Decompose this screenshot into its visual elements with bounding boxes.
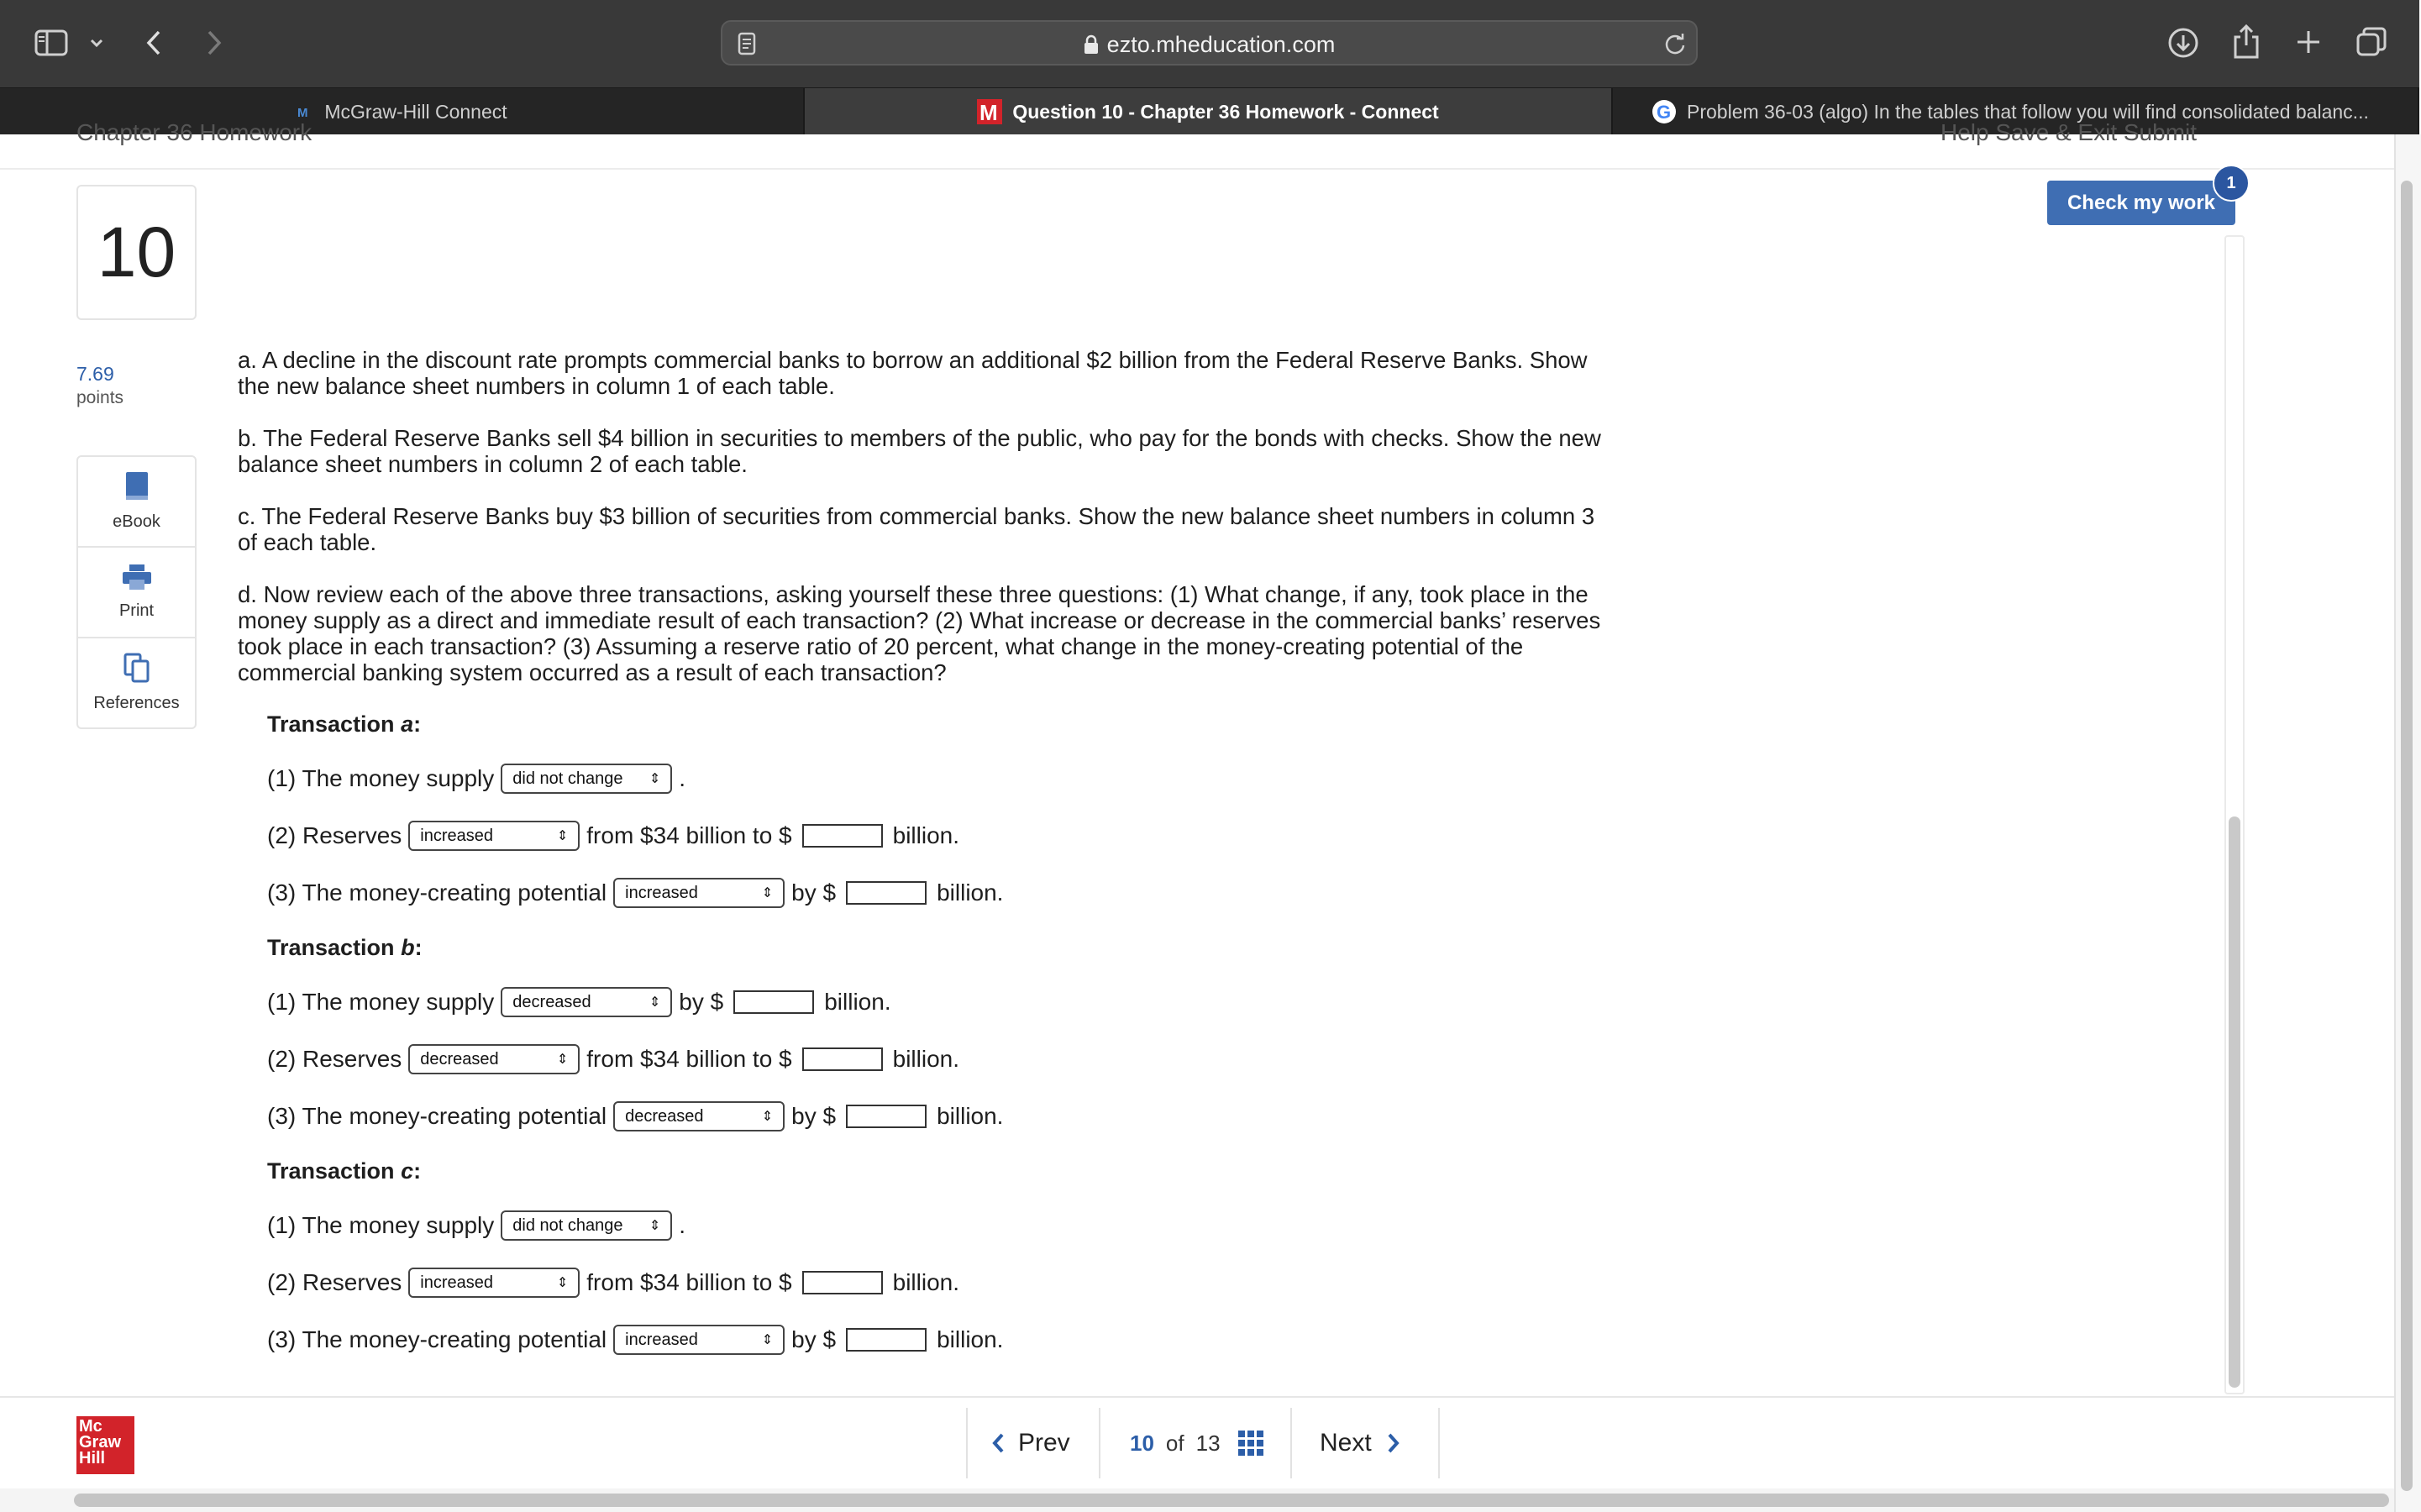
transaction-a-money-row: (1) The money supply did not change ⇕ . (267, 760, 692, 797)
updown-arrow-icon: ⇕ (761, 886, 774, 900)
reserves-select-c[interactable]: increased ⇕ (408, 1268, 580, 1298)
footer-divider (1099, 1408, 1100, 1478)
header-actions: Help Save & Exit Submit (1940, 119, 2198, 145)
transaction-c-money-row: (1) The money supply did not change ⇕ . (267, 1207, 692, 1244)
updown-arrow-icon: ⇕ (556, 1276, 569, 1290)
references-button[interactable]: References (78, 638, 195, 727)
grid-icon[interactable] (1237, 1430, 1264, 1457)
prompt-part-a: a. A decline in the discount rate prompts commercial banks to borrow an additional $2 billion from the Federal Reserve Banks. Show the new balance sheet numbers in column 1 of each table. (238, 347, 1588, 399)
question-number: 10 (76, 185, 197, 320)
question-page (0, 119, 2394, 1512)
footer-divider (1438, 1408, 1440, 1478)
svg-text:M: M (297, 106, 308, 120)
reserves-input-a[interactable] (802, 824, 883, 848)
chevron-left-icon (991, 1432, 1005, 1454)
prev-button[interactable]: Prev (991, 1398, 1070, 1488)
reload-icon[interactable] (1662, 31, 1688, 58)
reserves-input-b[interactable] (802, 1047, 883, 1071)
updown-arrow-icon: ⇕ (649, 995, 661, 1010)
transaction-c-title: Transaction c: (267, 1158, 422, 1184)
url-text (722, 32, 1696, 60)
money-supply-select-b[interactable]: decreased ⇕ (501, 987, 672, 1017)
reserves-select-a[interactable]: increased ⇕ (408, 821, 580, 851)
download-icon[interactable] (2166, 25, 2201, 60)
next-button[interactable]: Next (1320, 1398, 1400, 1488)
copy-pages-icon (123, 653, 150, 687)
updown-arrow-icon: ⇕ (649, 1219, 661, 1233)
footer-divider (1290, 1408, 1292, 1478)
check-count-badge: 1 (2213, 165, 2250, 202)
transaction-b-reserves-row: (2) Reserves decreased ⇕ from $34 billion to $ billion. (267, 1041, 966, 1078)
updown-arrow-icon: ⇕ (761, 1110, 774, 1124)
transaction-b-potential-row: (3) The money-creating potential decreased ⇕ by $ billion. (267, 1098, 1010, 1135)
tab-question-10[interactable]: M Question 10 - Chapter 36 Homework - Connect (805, 88, 1613, 135)
reserves-input-c[interactable] (802, 1271, 883, 1294)
updown-arrow-icon: ⇕ (649, 772, 661, 786)
tab-mcgraw-hill-connect[interactable]: M McGraw-Hill Connect (0, 88, 805, 135)
inner-scrollbar-thumb[interactable] (2229, 816, 2240, 1388)
prompt-part-b: b. The Federal Reserve Banks sell $4 billion in securities to members of the public, who pay for the bonds with checks. Show the new balance sheet numbers in column 2 of each table. (238, 425, 1601, 477)
transaction-a-potential-row: (3) The money-creating potential increased ⇕ by $ billion. (267, 874, 1010, 911)
potential-select-a[interactable]: increased ⇕ (613, 878, 785, 908)
address-bar[interactable] (721, 20, 1698, 66)
share-icon[interactable] (2229, 22, 2263, 60)
transaction-a-title: Transaction a: (267, 711, 422, 737)
forward-arrow-icon[interactable] (202, 27, 227, 59)
printer-icon (122, 564, 152, 595)
points-label: points (76, 388, 124, 407)
potential-select-c[interactable]: increased ⇕ (613, 1325, 785, 1355)
svg-text:M: M (979, 100, 998, 125)
prompt-part-c: c. The Federal Reserve Banks buy $3 billion of securities from commercial banks. Show the new balance sheet numbers in column 3 of each table. (238, 503, 1595, 555)
new-tab-plus-icon[interactable] (2292, 25, 2325, 59)
potential-input-a[interactable] (846, 881, 927, 905)
page-header-cut (0, 119, 2394, 170)
google-icon (1652, 99, 1677, 124)
assignment-title: Chapter 36 Homework (76, 119, 312, 145)
transaction-c-potential-row: (3) The money-creating potential increased ⇕ by $ billion. (267, 1321, 1010, 1358)
potential-input-c[interactable] (846, 1328, 927, 1352)
updown-arrow-icon: ⇕ (556, 829, 569, 843)
points-value: 7.69 (76, 363, 114, 385)
ebook-button[interactable]: eBook (78, 457, 195, 548)
mh-favicon-icon (296, 102, 314, 121)
svg-text:G: G (1657, 102, 1672, 123)
footer-divider (966, 1408, 968, 1478)
updown-arrow-icon: ⇕ (556, 1053, 569, 1067)
potential-input-b[interactable] (846, 1105, 927, 1128)
prompt-part-d: d. Now review each of the above three transactions, asking yourself these three questions: (1) What change, if any, took place in the money supply as a direct and immediate result of each transaction? (2) What increase or decrease in the commercial banks’ reserves took place in each transaction? (3) Assuming a reserve ratio of 20 percent, what change in the money-creating potential of the commercial banking system occurred as a result of each transaction? (238, 581, 1601, 685)
money-supply-input-b[interactable] (733, 990, 814, 1014)
mh-red-favicon-icon (977, 99, 1002, 124)
page-scrollbar-thumb[interactable] (2401, 181, 2413, 1491)
chevron-down-icon[interactable] (87, 32, 106, 54)
transaction-b-title: Transaction b: (267, 935, 423, 960)
sidebar-toggle-icon[interactable] (32, 27, 71, 59)
potential-select-b[interactable]: decreased ⇕ (613, 1101, 785, 1131)
print-button[interactable]: Print (78, 548, 195, 638)
chevron-right-icon (1387, 1432, 1400, 1454)
tab-google-problem[interactable]: G Problem 36-03 (algo) In the tables that follow you will find consolidated balanc... (1613, 88, 2419, 135)
transaction-b-money-row: (1) The money supply decreased ⇕ by $ billion. (267, 984, 898, 1021)
question-pager: 10 of 13 (1130, 1398, 1264, 1488)
transaction-c-reserves-row: (2) Reserves increased ⇕ from $34 billion to $ billion. (267, 1264, 966, 1301)
tab-overview-icon[interactable] (2354, 24, 2389, 60)
reserves-select-b[interactable]: decreased ⇕ (408, 1044, 580, 1074)
question-footer (0, 1396, 2394, 1490)
url-label: ezto.mheducation.com (1106, 32, 1336, 57)
lock-icon (1084, 34, 1099, 60)
money-supply-select-c[interactable]: did not change ⇕ (501, 1210, 672, 1241)
book-icon (123, 471, 150, 506)
check-my-work-button[interactable]: Check my work (2047, 181, 2235, 225)
money-supply-select-a[interactable]: did not change ⇕ (501, 764, 672, 794)
tools-panel (76, 455, 197, 729)
horizontal-scrollbar-thumb[interactable] (74, 1494, 2389, 1507)
browser-toolbar (0, 0, 2419, 87)
transaction-a-reserves-row: (2) Reserves increased ⇕ from $34 billion to $ billion. (267, 817, 966, 854)
updown-arrow-icon: ⇕ (761, 1333, 774, 1347)
back-arrow-icon[interactable] (141, 27, 166, 59)
mcgraw-hill-logo: Mc Graw Hill (76, 1416, 134, 1474)
